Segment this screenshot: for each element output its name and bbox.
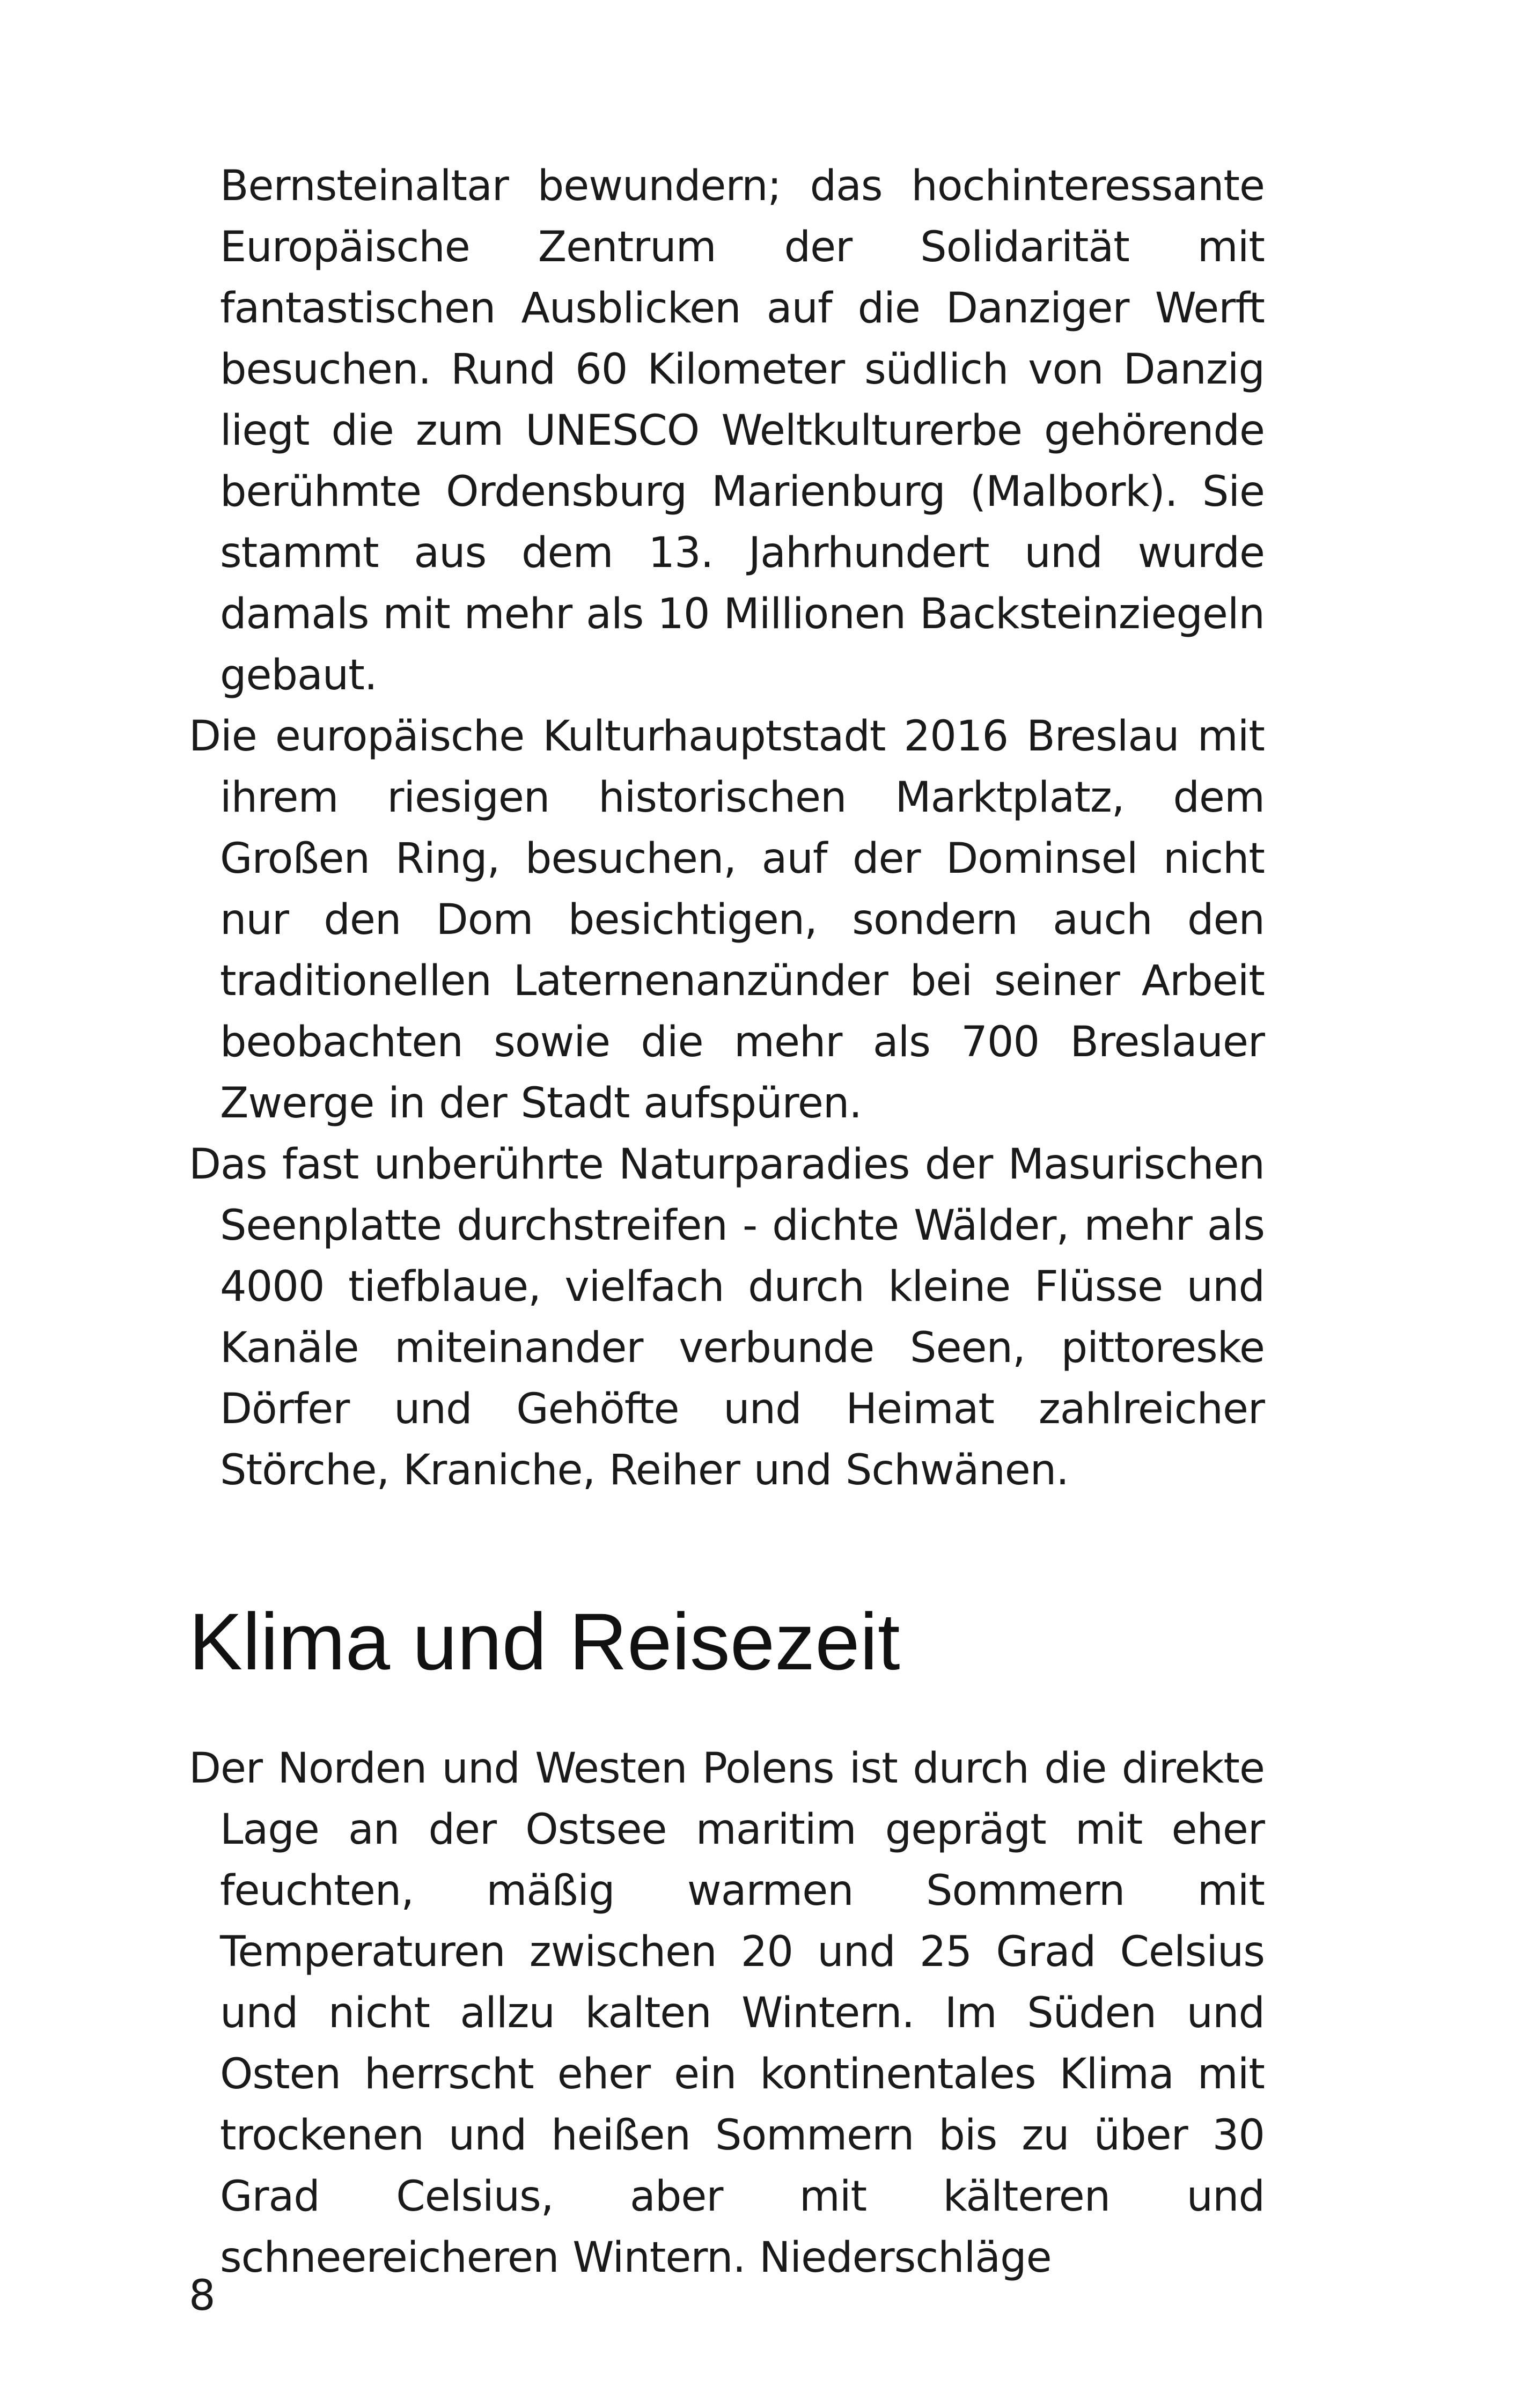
page-number: 8 — [189, 2272, 216, 2320]
paragraph-masuria: Das fast unberührte Naturparadies der Masurischen Seenplatte durchstreifen - dichte Wälder, mehr als 4000 tiefblaue, vielfach durch kleine Flüsse und Kanäle miteinander verbunde Seen, pittoreske Dörfer und Gehöfte und Heimat zahlreicher Störche, Kraniche, Reiher und Schwänen. — [189, 1140, 1265, 1494]
text-block-top — [189, 156, 1265, 1501]
paragraph-climate: Der Norden und Westen Polens ist durch die direkte Lage an der Ostsee maritim geprägt mit eher feuchten, mäßig warmen Sommern mit Temperaturen zwischen 20 und 25 Grad Celsius und nicht allzu kalten Wintern. Im Süden und Osten herrscht eher ein kontinentales Klima mit trockenen und heißen Sommern bis zu über 30 Grad Celsius, aber mit kälteren und schneereicheren Wintern. Niederschläge — [189, 1744, 1265, 2282]
paragraph-breslau: Die europäische Kulturhauptstadt 2016 Breslau mit ihrem riesigen historischen Marktplatz, dem Großen Ring, besuchen, auf der Dominsel nicht nur den Dom besichtigen, sondern auch den traditionellen Laternenanzünder bei seiner Arbeit beobachten sowie die mehr als 700 Breslauer Zwerge in der Stadt aufspüren. — [189, 712, 1265, 1128]
section-heading: Klima und Reisezeit — [189, 1596, 900, 1687]
paragraph-amber-altar-malbork: Bernsteinaltar bewundern; das hochinteressante Europäische Zentrum der Solidarität mit fantastischen Ausblicken auf die Danziger Werft besuchen. Rund 60 Kilometer südlich von Danzig liegt die zum UNESCO Weltkulturerbe gehörende berühmte Ordensburg Marienburg (Malbork). Sie stammt aus dem 13. Jahrhundert und wurde damals mit mehr als 10 Millionen Backsteinziegeln gebaut. — [220, 162, 1265, 699]
text-block-bottom — [189, 1738, 1265, 2288]
